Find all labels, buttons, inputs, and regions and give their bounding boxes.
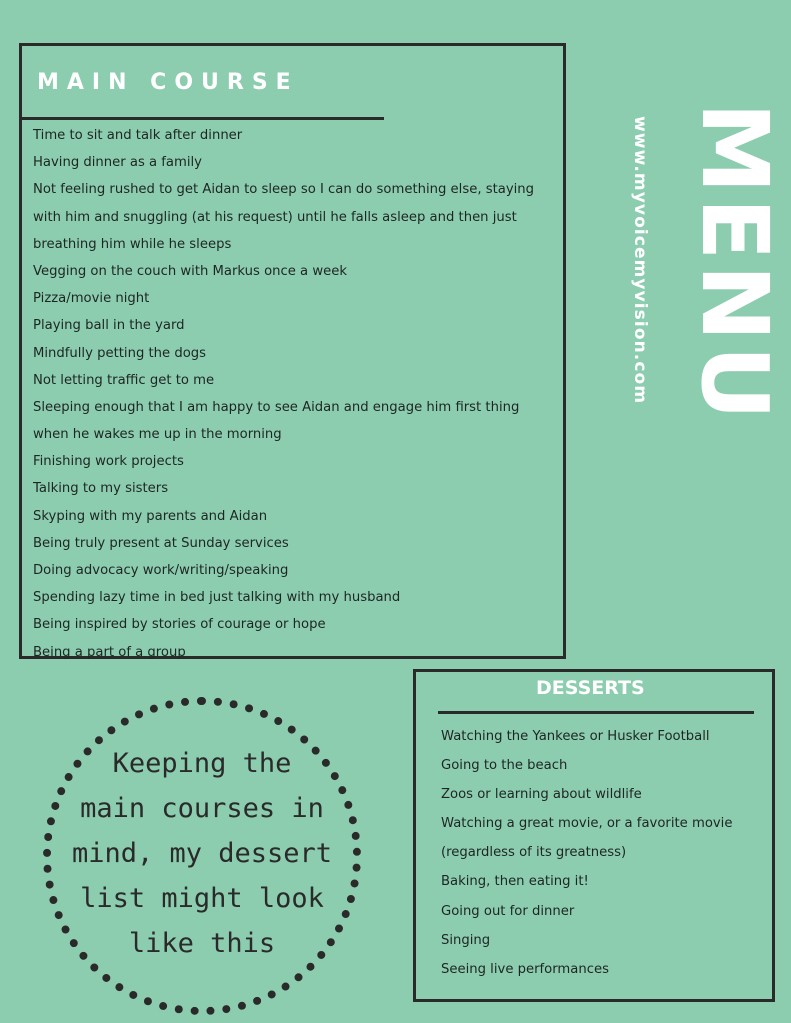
- circle-note-line: mind, my dessert: [71, 837, 333, 869]
- dessert-item: Watching the Yankees or Husker Football: [441, 729, 710, 744]
- menu-heading: MENU: [681, 102, 788, 425]
- main-course-item: with him and snuggling (at his request) until he falls asleep and then just: [33, 209, 517, 225]
- circle-note-line: Keeping the: [112, 747, 292, 779]
- main-course-item: Not feeling rushed to get Aidan to sleep so I can do something else, staying: [33, 182, 535, 198]
- main-course-item: Having dinner as a family: [33, 155, 202, 171]
- main-course-item: Playing ball in the yard: [33, 318, 185, 334]
- main-course-box: [19, 43, 566, 659]
- main-course-title: MAIN COURSE: [37, 70, 299, 95]
- circle-note-line: like this: [128, 927, 276, 959]
- dessert-item: Going out for dinner: [441, 903, 575, 919]
- main-course-item: Vegging on the couch with Markus once a week: [33, 263, 347, 279]
- website-url[interactable]: www.myvoicemyvision.com: [630, 116, 650, 405]
- main-course-item: Being truly present at Sunday services: [33, 535, 289, 551]
- dessert-item: Singing: [441, 932, 491, 948]
- circle-note-text: [57, 741, 347, 966]
- main-course-item: Being a part of a group: [33, 644, 186, 660]
- main-course-list: [33, 122, 548, 666]
- dotted-circle-note: [43, 697, 361, 1015]
- main-course-item: Not letting traffic get to me: [33, 372, 215, 388]
- dessert-item: Going to the beach: [441, 758, 568, 774]
- dessert-item: Seeing live performances: [441, 961, 609, 977]
- main-course-item: Spending lazy time in bed just talking with my husband: [33, 590, 401, 606]
- main-course-item: breathing him while he sleeps: [33, 236, 232, 252]
- main-course-item: Doing advocacy work/writing/speaking: [33, 563, 289, 578]
- circle-note-line: list might look: [80, 882, 324, 914]
- main-course-item: Being inspired by stories of courage or hope: [33, 617, 326, 633]
- main-course-item: Talking to my sisters: [33, 481, 169, 497]
- desserts-box: [413, 669, 775, 1002]
- dessert-item: Zoos or learning about wildlife: [441, 787, 642, 803]
- dessert-item: (regardless of its greatness): [441, 845, 627, 861]
- main-course-item: Pizza/movie night: [33, 291, 150, 307]
- main-course-item: when he wakes me up in the morning: [33, 427, 282, 443]
- desserts-title: DESSERTS: [536, 677, 645, 699]
- vertical-branding: [620, 102, 788, 450]
- desserts-divider: [438, 711, 754, 714]
- desserts-list: [441, 722, 761, 984]
- main-course-item: Sleeping enough that I am happy to see Aidan and engage him first thing: [33, 399, 520, 415]
- dessert-item: Baking, then eating it!: [441, 874, 589, 890]
- dessert-item: Watching a great movie, or a favorite movie: [441, 816, 733, 832]
- main-course-item: Mindfully petting the dogs: [33, 345, 207, 361]
- main-course-item: Skyping with my parents and Aidan: [33, 508, 268, 524]
- main-course-divider: [22, 117, 384, 120]
- main-course-item: Finishing work projects: [33, 454, 184, 470]
- main-course-item: Time to sit and talk after dinner: [33, 128, 243, 143]
- circle-note-line: main courses in: [80, 792, 324, 824]
